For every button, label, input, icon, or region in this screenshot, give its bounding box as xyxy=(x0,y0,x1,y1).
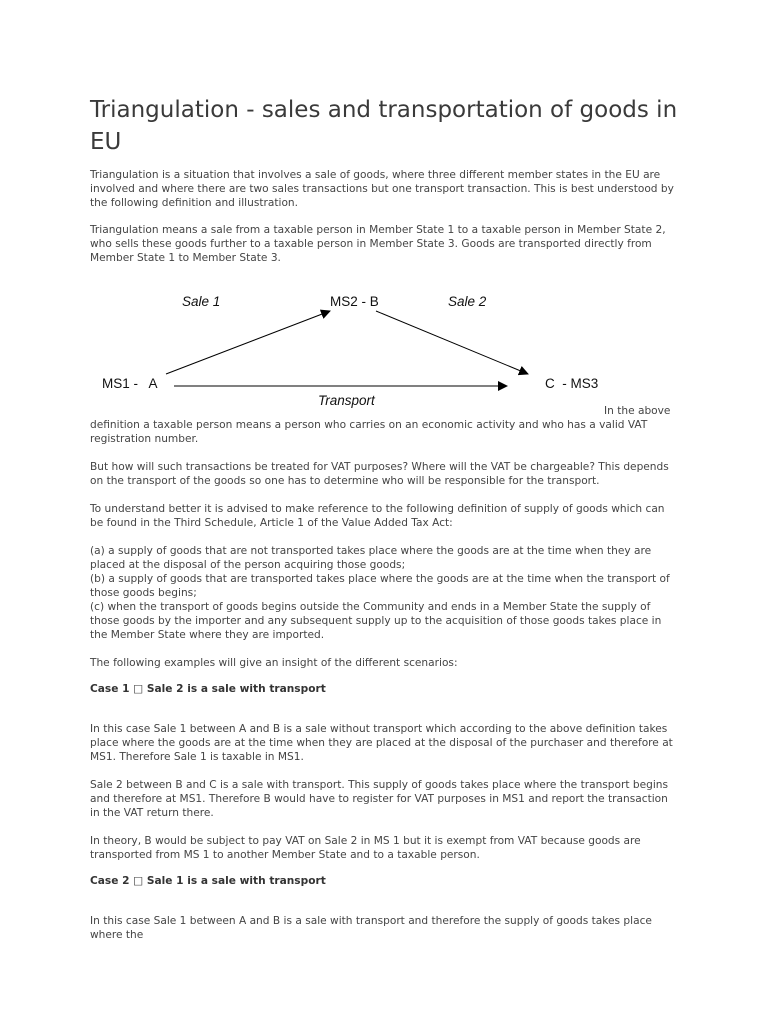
case2-paragraph-1: In this case Sale 1 between A and B is a sale with transport and therefore the supply of goods takes place where the xyxy=(90,915,652,941)
sale2-label: Sale 2 xyxy=(448,294,487,309)
sale1-label: Sale 1 xyxy=(182,294,221,309)
sale1-arrow xyxy=(166,311,330,374)
case1-paragraph-2: Sale 2 between B and C is a sale with transport. This supply of goods takes place where the transport begins and therefore at MS1. Therefore B would have to register for VAT purposes in MS1 and report the transaction in the VAT return there. xyxy=(90,779,669,819)
vat-question-paragraph: But how will such transactions be treated for VAT purposes? Where will the VAT be chargeable? This depends on the transport of the goods so one has to determine who will be responsible for the transport. xyxy=(90,461,669,487)
intro-paragraph: Triangulation is a situation that involves a sale of goods, where three different member states in the EU are involved and where there are two sales transactions but one transport transaction. This is best understood by the following definition and illustration. xyxy=(90,169,674,209)
definition-paragraph: Triangulation means a sale from a taxable person in Member State 1 to a taxable person in Member State 2, who sells these goods further to a taxable person in Member State 3. Goods are transported directly from Member State 1 to Member State 3. xyxy=(90,224,666,264)
ms2-node-label: MS2 - B xyxy=(330,294,379,309)
examples-intro: The following examples will give an insight of the different scenarios: xyxy=(90,657,458,669)
ms3-node-label: C - MS3 xyxy=(545,376,599,391)
clause-b: (b) a supply of goods that are transported takes place where the goods are at the time when the transport of those goods begins; xyxy=(90,573,670,599)
triangulation-diagram xyxy=(90,282,680,412)
ms1-node-label: MS1 - A xyxy=(102,376,158,391)
case1-paragraph-3: In theory, B would be subject to pay VAT on Sale 2 in MS 1 but it is exempt from VAT because goods are transported from MS 1 to another Member State and to a taxable person. xyxy=(90,835,641,861)
page-title: Triangulation - sales and transportation of goods in EU xyxy=(90,97,678,155)
clause-a: (a) a supply of goods that are not transported takes place where the goods are at the time when they are placed at the disposal of the person acquiring those goods; xyxy=(90,545,652,571)
above-definition-lead: In the above xyxy=(604,405,671,417)
sale2-arrow xyxy=(376,311,528,374)
case1-paragraph-1: In this case Sale 1 between A and B is a sale without transport which according to the above definition takes place where the goods are at the time when they are placed at the disposal of the purchaser and therefore at MS1. Therefore Sale 1 is taxable in MS1. xyxy=(90,723,673,763)
case2-heading: Case 2 □ Sale 1 is a sale with transport xyxy=(90,875,326,887)
transport-label: Transport xyxy=(318,393,375,408)
reference-paragraph: To understand better it is advised to make reference to the following definition of supply of goods which can be found in the Third Schedule, Article 1 of the Value Added Tax Act: xyxy=(90,503,665,529)
clause-c: (c) when the transport of goods begins outside the Community and ends in a Member State the supply of those goods by the importer and any subsequent supply up to the acquisition of those goods takes place in the Member State where they are imported. xyxy=(90,601,662,641)
case1-heading: Case 1 □ Sale 2 is a sale with transport xyxy=(90,683,326,695)
taxable-person-paragraph: definition a taxable person means a person who carries on an economic activity and who has a valid VAT registration number. xyxy=(90,419,648,445)
